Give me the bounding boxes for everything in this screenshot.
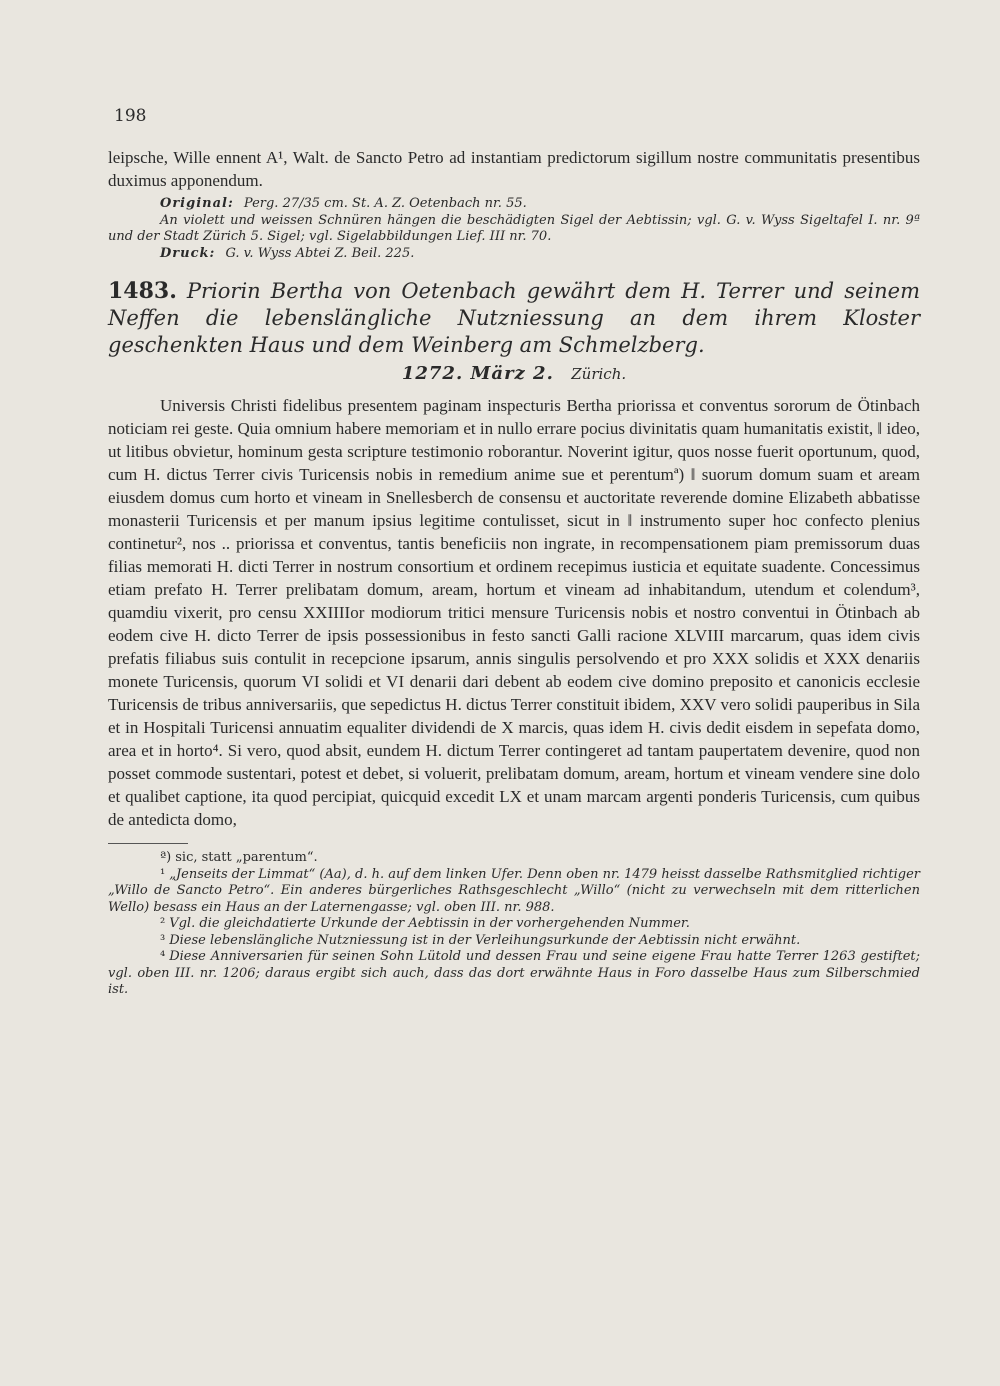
footnote-text: Diese lebenslängliche Nutzniessung ist in der Verleihungsurkunde der Aebtissin nicht erwähnt. [169, 932, 801, 948]
document-place: Zürich. [571, 365, 627, 383]
footnote-label: ³ [160, 932, 166, 948]
preceding-text: leipsche, Wille ennent A¹, Walt. de Sancto Petro ad instantiam predictorum sigillum nostre communitatis presentibus duximus apponendum. [108, 148, 920, 190]
footnote-text: „Jenseits der Limmat“ (Aa), d. h. auf dem linken Ufer. Denn oben nr. 1479 heisst dasselbe Rathsmitglied richtiger „Willo de Sancto Petro“. Ein anderes bürgerliches Rathsgeschlecht „Willo“ (nicht zu verwechseln mit dem ritterlichen Wello) besass ein Haus an der Laternengasse; vgl. oben III. nr. 988. [108, 866, 920, 915]
footnote-text: sic, statt „parentum“. [175, 850, 318, 865]
footnote [108, 867, 920, 917]
document-title: Priorin Bertha von Oetenbach gewährt dem H. Terrer und seinem Neffen die lebenslängliche Nutzniessung an dem ihrem Kloster geschenkten Haus und dem Weinberg am Schmelzberg. [108, 279, 920, 357]
footnote-text: Diese Anniversarien für seinen Sohn Lütold und dessen Frau und seine eigene Frau hatte Terrer 1263 gestiftet; vgl. oben III. nr. 1206; daraus ergibt sich auch, dass das dort erwähnte Haus in Foro dasselbe Haus zum Silberschmied ist. [108, 949, 920, 997]
page-number: 198 [114, 106, 147, 126]
footnote [108, 916, 920, 933]
document-date: 1272. März 2. [401, 363, 554, 384]
source-notes [108, 196, 920, 262]
original-text: Perg. 27/35 cm. St. A. Z. Oetenbach nr. 55. [243, 196, 527, 211]
document-number: 1483. [108, 278, 177, 304]
print-note [108, 246, 920, 263]
print-text: G. v. Wyss Abtei Z. Beil. 225. [225, 245, 415, 261]
footnote [108, 949, 920, 999]
footnote [108, 933, 920, 950]
footnotes [108, 850, 920, 999]
footnote-text: Vgl. die gleichdatierte Urkunde der Aebtissin in der vorhergehenden Nummer. [169, 916, 690, 931]
footnote-label: ª) [160, 850, 172, 865]
document-date-line [108, 363, 920, 384]
document-text-block [108, 394, 920, 831]
seal-description: An violett und weissen Schnüren hängen die beschädigten Sigel der Aebtissin; vgl. G. v. Wyss Sigeltafel I. nr. 9ª und der Stadt Zürich 5. Sigel; vgl. Sigelabbildungen Lief. III nr. 70. [108, 212, 920, 244]
footnote-rule [108, 843, 188, 844]
footnote-label: ¹ [160, 866, 166, 882]
footnote [108, 850, 920, 867]
footnote-label: ⁴ [160, 949, 166, 964]
document-heading [108, 278, 920, 359]
footnote-label: ² [160, 916, 166, 931]
original-note [108, 196, 920, 213]
print-label: Druck: [160, 245, 216, 261]
original-label: Original: [160, 196, 234, 211]
document-text: Universis Christi fidelibus presentem paginam inspecturis Bertha priorissa et conventus sororum de Ötinbach noticiam rei geste. Quia omnium habere memoriam et in nullo errare pocius divinitatis quam humanitatis existit, ‖ ideo, ut litibus obvietur, hominum gesta scripture testimonio roborantur. Noverint igitur, quos nosse fuerit oportunum, quod, cum H. dictus Terrer civis Turicensis nobis in remedium anime sue et perentumª) ‖ suorum domum suam et aream eiusdem domus cum horto et vineam in Snellesberch de consensu et auctoritate reverende domine Elizabeth abbatisse monasterii Turicensis et per manum ipsius legitime contulisset, sicut in ‖ instrumento super hoc confecto plenius continetur², nos .. priorissa et conventus, tantis beneficiis non ingrate, in recompensationem piam premissorum duas filias memorati H. dicti Terrer in nostrum consortium et ordinem recepimus iusticia et equitate suadente. Concessimus etiam prefato H. Terrer prelibatam domum, aream, hortum et vineam ad inhabitandum, utendum et colendum³, quamdiu vixerit, pro censu XXIIIIor modiorum tritici mensure Turicensis nobis et nostro conventui in Ötinbach ab eodem cive H. dicto Terrer de ipsis possessionibus in festo sancti Galli racione XLVIII marcarum, quas idem civis prefatis filiabus suis contulit in recepcione ipsarum, annis singulis persolvendo et pro XXX solidis et XXX denariis monete Turicensis, quorum VI solidi et VI denarii dari debent ab eodem cive domino preposito et canonicis ecclesie Turicensis de tribus anniversariis, que sepedictus H. dictus Terrer constituit ibidem, XXV vero solidi pauperibus in Sila et in Hospitali Turicensi annuatim equaliter dividendi de X marcis, quas idem H. civis dedit eisdem in sepefata domo, area et in horto⁴. Si vero, quod absit, eundem H. dictum Terrer contingeret ad tantam paupertatem devenire, quod non posset commode sustentari, potest et debet, si voluerit, prelibatam domum, aream, hortum et vineam vendere sine dolo et qualibet captione, ita quod percipiat, quicquid excedit LX et unam marcam argenti ponderis Turicensis, cum quibus de antedicta domo, [108, 396, 920, 829]
